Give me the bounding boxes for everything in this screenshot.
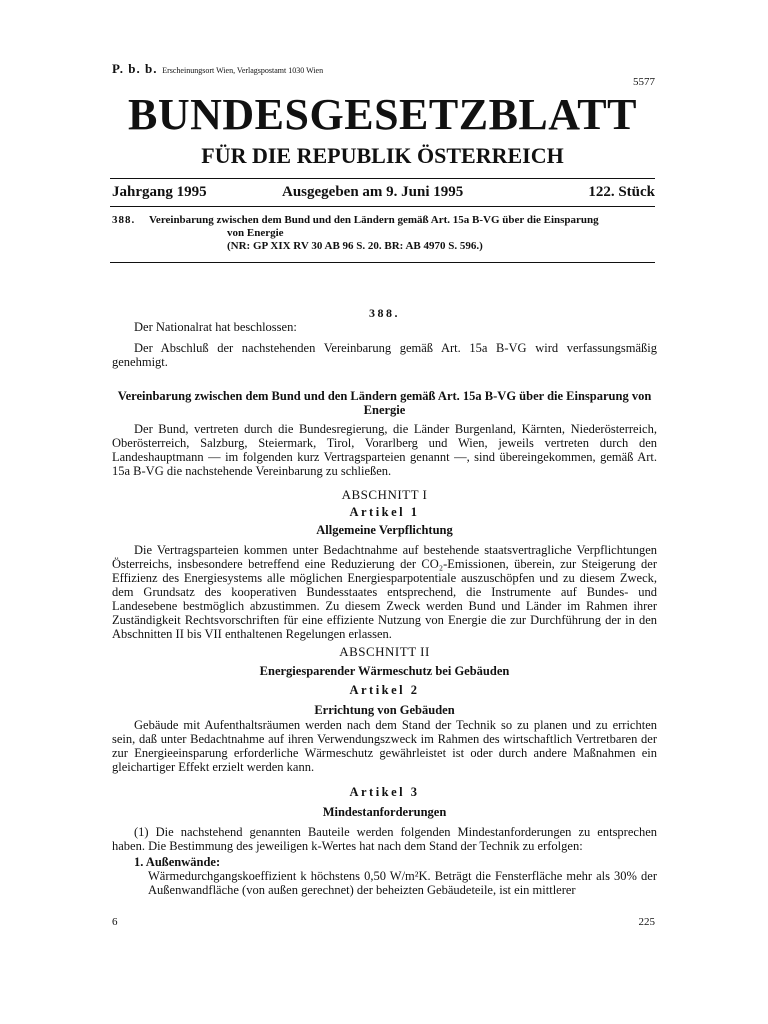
ausgegeben: Ausgegeben am 9. Juni 1995 bbox=[282, 184, 464, 200]
preamble-text: Der Bund, vertreten durch die Bundesregierung, die Länder Burgenland, Kärnten, Niederösterreich, Oberösterreich, Salzburg, Steiermark, Tirol, Vorarlberg und Wien, jeweils vertreten durch den Landeshauptmann — im folgenden kurz Vertragsparteien genannt —, sind übereingekommen, gemäß Art. 15a B-VG die nachstehende Vereinbarung zu schließen. bbox=[112, 422, 657, 478]
artikel-3: Artikel 3 bbox=[349, 785, 420, 799]
rule-issue bbox=[110, 206, 655, 207]
pbb-note: Erscheinungsort Wien, Verlagspostamt 1030 Wien bbox=[162, 66, 324, 75]
toc-line1: Vereinbarung zwischen dem Bund und den Ländern gemäß Art. 15a B-VG über die Einsparung bbox=[149, 214, 599, 226]
artikel-1-text: Die Vertragsparteien kommen unter Bedachtnahme auf bestehende staatsvertragliche Verpflichtungen Österreichs, insbesondere betreffend eine Reduzierung der CO₂-Emissionen, überein, zur Steigerung der Effizienz des Energiesystems alle möglichen Energiesparpotentiale auszuschöpfen und zu diesem Zweck, dem Grundsatz des kooperativen Bundesstaates entsprechend, die Instrumente auf Bundes- und Landesebene bestmöglich abzustimmen. Zu diesem Zweck werden Bund und Länder im Rahmen ihrer Zuständigkeit Rechtsvorschriften für eine effiziente Nutzung von Energie die zur Durchführung der in den Abschnitten II bis VII enthaltenen Regelungen erlassen. bbox=[112, 543, 657, 641]
toc-line2: von Energie bbox=[227, 227, 284, 239]
footer-left: 6 bbox=[112, 916, 118, 928]
preamble bbox=[112, 422, 657, 478]
postal-note bbox=[112, 61, 323, 77]
toc-number: 388. bbox=[112, 214, 136, 226]
gazette-subtitle: FÜR DIE REPUBLIK ÖSTERREICH bbox=[201, 143, 564, 168]
item-1-text: Wärmedurchgangskoeffizient k höchstens 0,50 W/m²K. Beträgt die Fensterfläche mehr als 30% der Außenwandfläche (von außen gerechnet) der beheizten Gebäudeteile, ist ein mittlerer bbox=[148, 869, 657, 897]
artikel-3-text: (1) Die nachstehend genannten Bauteile werden folgenden Mindestanforderungen zu entsprechen haben. Die Bestimmung des jeweiligen k-Wertes hat nach dem Stand der Technik zu erfolgen: bbox=[112, 825, 657, 853]
artikel-1-title: Allgemeine Verpflichtung bbox=[316, 523, 453, 537]
approval-text: Der Abschluß der nachstehenden Vereinbarung gemäß Art. 15a B-VG wird verfassungsmäßig genehmigt. bbox=[112, 341, 657, 369]
artikel-2-text: Gebäude mit Aufenthaltsräumen werden nach dem Stand der Technik so zu planen und zu errichten sein, daß unter Bedachtnahme auf ihren Verwendungszweck im Rahmen des wirtschaftlich Vertretbaren der zur Energieeinsparung erforderliche Wärmeschutz gewährleistet ist oder durch andere Maßnahmen ein gleichartiger Effekt erzielt werden kann. bbox=[112, 718, 657, 774]
stueck: 122. Stück bbox=[588, 184, 655, 200]
agreement-title: Vereinbarung zwischen dem Bund und den Ländern gemäß Art. 15a B-VG über die Einsparung von Energie bbox=[117, 389, 652, 417]
artikel-3-body bbox=[112, 825, 657, 897]
artikel-2-body bbox=[112, 718, 657, 774]
page-number: 5577 bbox=[633, 76, 655, 88]
resolution-block bbox=[112, 320, 657, 369]
pbb-mark: P. b. b. bbox=[112, 61, 158, 76]
table-of-contents bbox=[112, 214, 657, 253]
abschnitt-2: ABSCHNITT II bbox=[339, 644, 430, 659]
section-number: 388. bbox=[369, 306, 400, 320]
item-1-label: 1. Außenwände: bbox=[134, 855, 221, 869]
footer-right: 225 bbox=[638, 916, 655, 928]
artikel-3-title: Mindestanforderungen bbox=[322, 805, 447, 819]
abschnitt-1: ABSCHNITT I bbox=[341, 487, 428, 502]
rule-toc bbox=[110, 262, 655, 263]
resolution-text: Der Nationalrat hat beschlossen: bbox=[134, 320, 297, 334]
jahrgang: Jahrgang 1995 bbox=[112, 184, 207, 200]
gazette-title: BUNDESGESETZBLATT bbox=[128, 90, 637, 139]
artikel-1-body bbox=[112, 543, 657, 641]
abschnitt-2-title: Energiesparender Wärmeschutz bei Gebäuden bbox=[259, 664, 510, 678]
artikel-2: Artikel 2 bbox=[349, 683, 420, 697]
rule-top bbox=[110, 178, 655, 179]
artikel-1: Artikel 1 bbox=[349, 505, 420, 519]
artikel-2-title: Errichtung von Gebäuden bbox=[314, 703, 455, 717]
toc-line3: (NR: GP XIX RV 30 AB 96 S. 20. BR: AB 4970 S. 596.) bbox=[227, 240, 483, 252]
